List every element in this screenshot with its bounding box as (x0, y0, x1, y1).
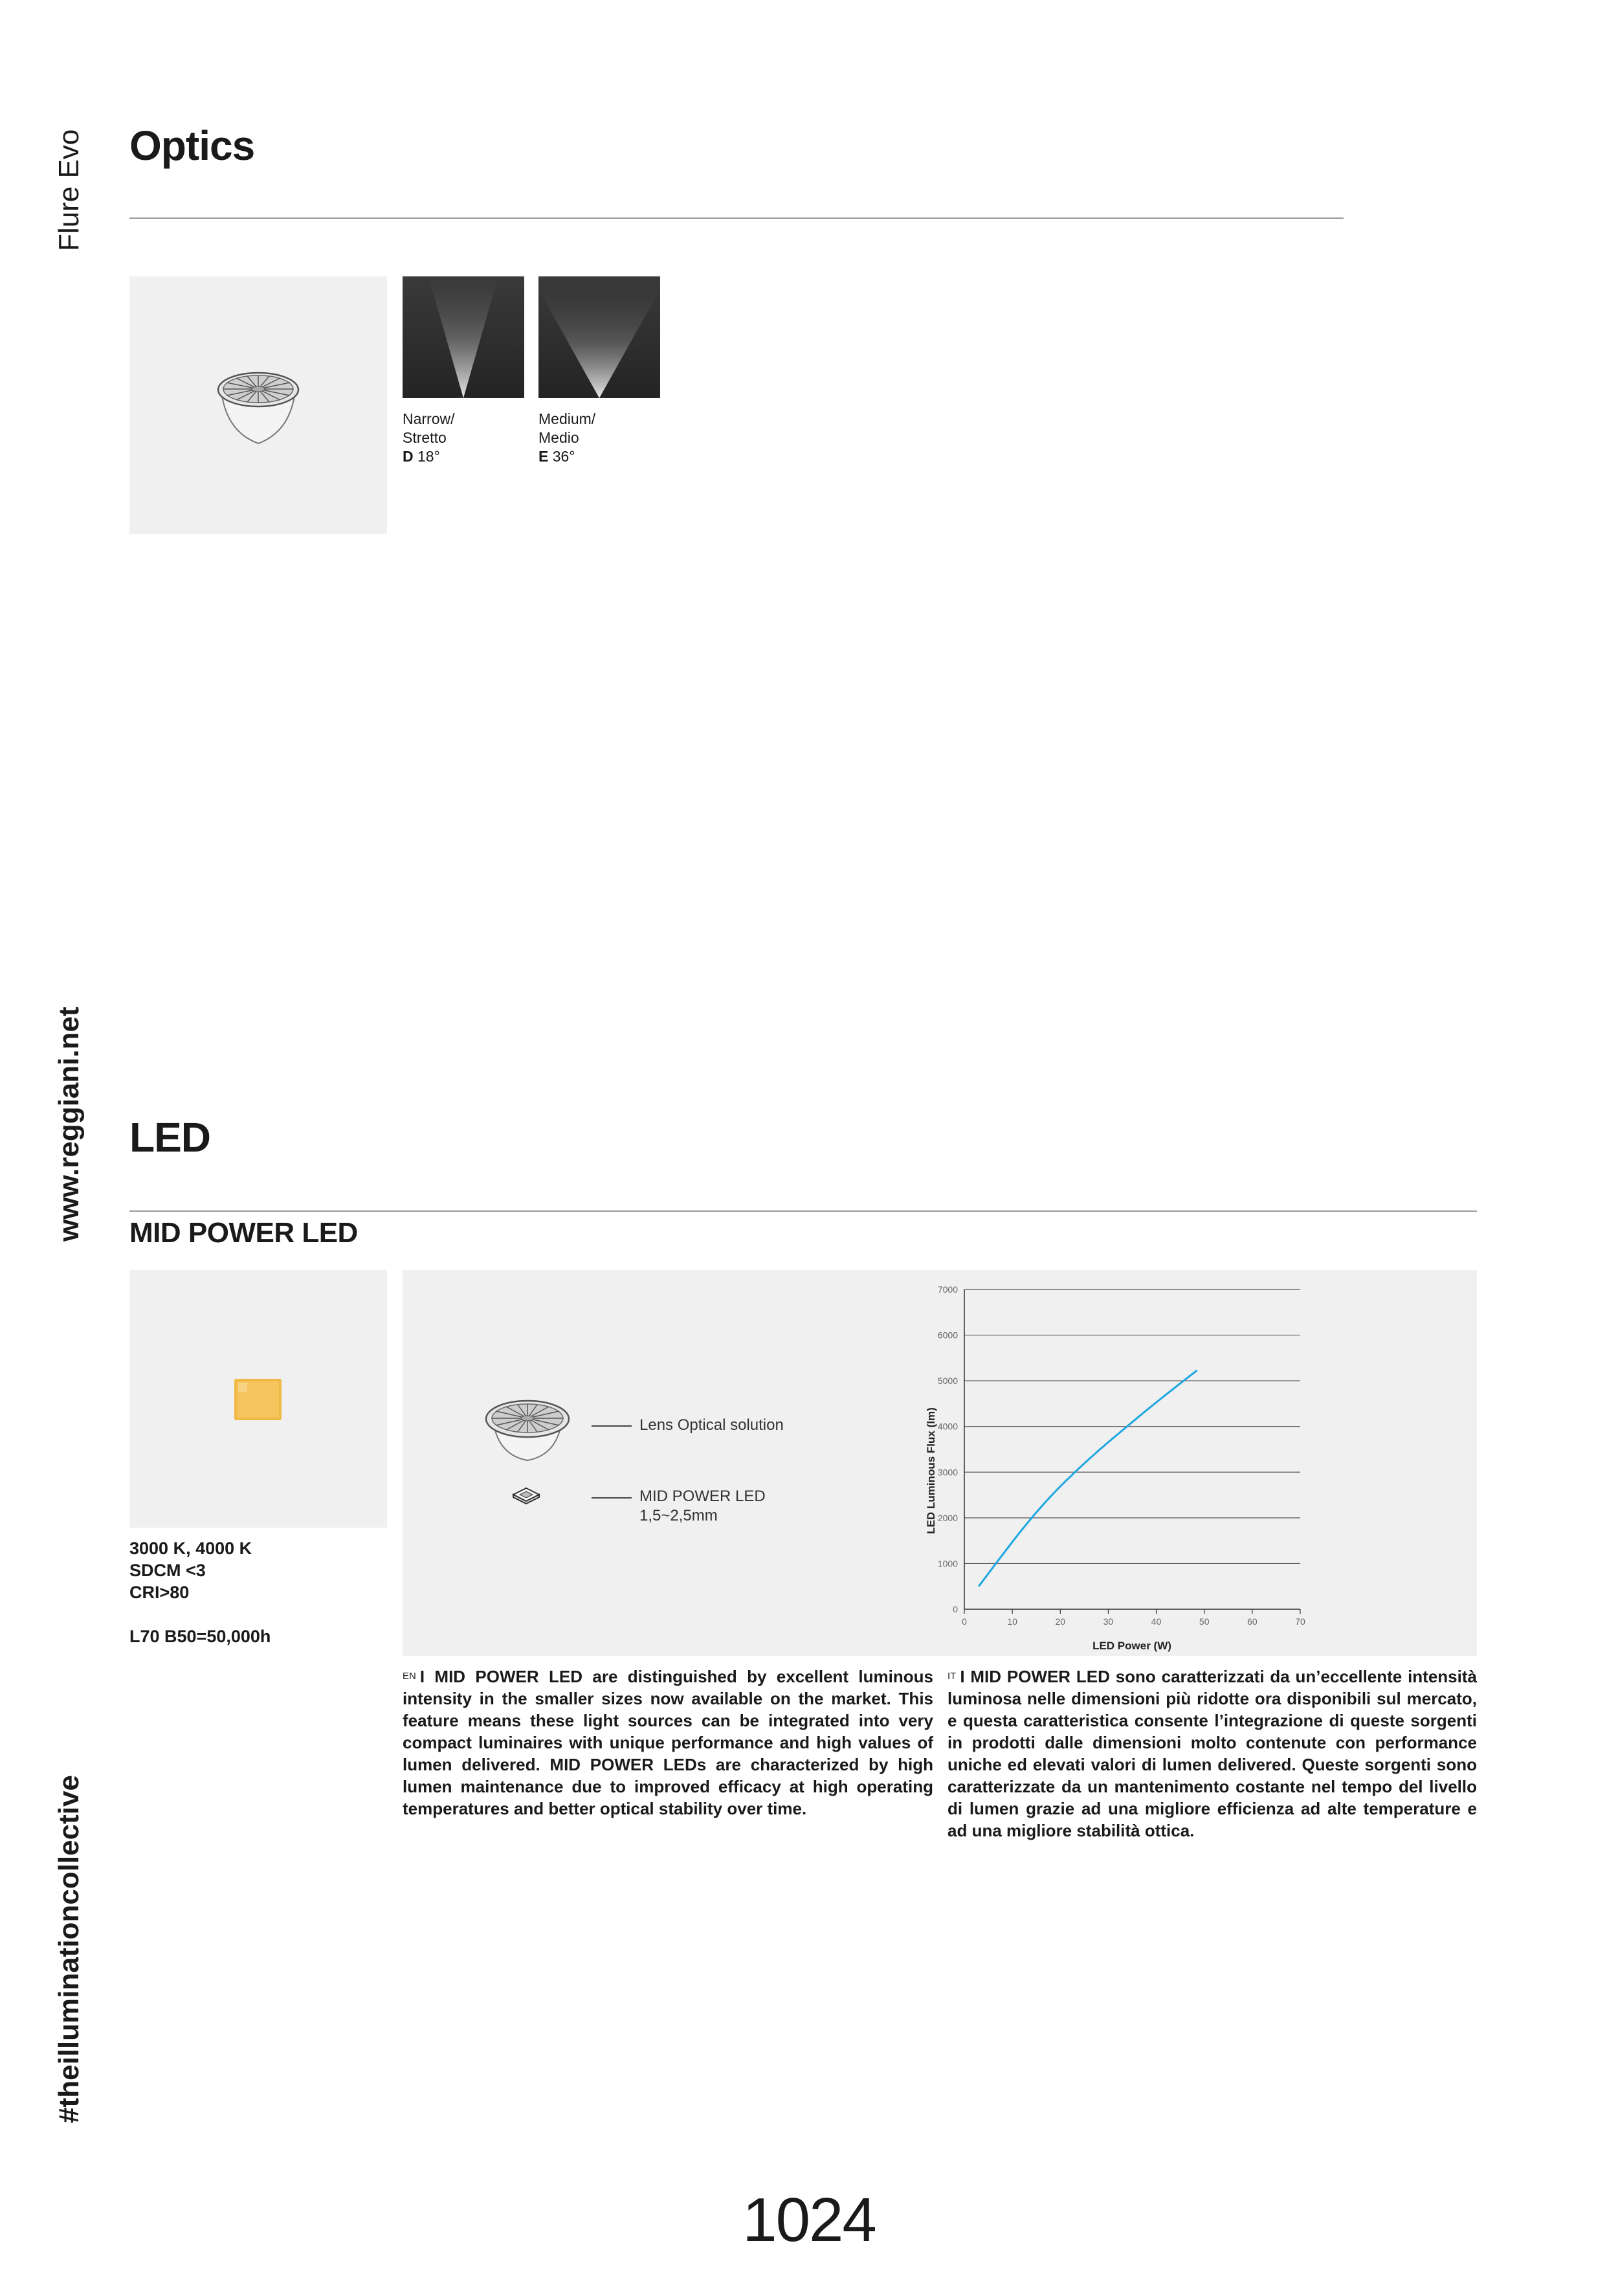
chart-y-tick-label: 3000 (937, 1467, 958, 1478)
chart-series-line (979, 1370, 1197, 1587)
chart-x-tick-label: 0 (962, 1616, 967, 1627)
sidebar-product-name: Flure Evo (53, 129, 85, 251)
beam-photo-medium (538, 276, 660, 398)
spec-color-temp: 3000 K, 4000 K (129, 1539, 252, 1558)
led-detail-panel (403, 1270, 1477, 1656)
beam-label-medium: Medium/ Medio E 36° (538, 410, 596, 465)
led-chip-icon (234, 1379, 282, 1420)
spec-sdcm: SDCM <3 (129, 1561, 206, 1580)
led-subtitle: MID POWER LED (129, 1217, 358, 1249)
led-chip-small-icon (511, 1486, 541, 1506)
lens-reflector-icon (129, 276, 387, 534)
led-specs (129, 1537, 271, 1647)
chart-y-tick-label: 7000 (937, 1284, 958, 1295)
chart-y-tick-label: 1000 (937, 1558, 958, 1569)
chart-y-axis-label: LED Luminous Flux (lm) (925, 1407, 937, 1534)
legend-line-lens (592, 1425, 632, 1427)
sidebar-hashtag: #theilluminationcollective (53, 1775, 85, 2123)
sidebar-website[interactable]: www.reggiani.net (53, 1007, 85, 1242)
chart-x-tick-label: 70 (1295, 1616, 1305, 1627)
luminous-flux-chart (901, 1270, 1432, 1656)
legend-lens-label: Lens Optical solution (639, 1416, 784, 1434)
led-description-it: $^{IT}$ I MID POWER LED sono caratterizzati da un’eccellente intensità luminosa nelle dimensioni più ridotte ora disponibili sul mercato, e questa caratteristica consente l’integrazione di queste sorgenti in prodotti dalle dimensioni molto contenute con performance uniche ed elevati valori di lumen delivered. Queste sorgenti sono caratterizzate da un mantenimento costante nel tempo del livello di lumen grazie ad una migliore efficienza ad alte temperature e ad una migliore stabilità ottica. (948, 1667, 1477, 1840)
chart-x-tick-label: 60 (1247, 1616, 1258, 1627)
chart-x-tick-label: 20 (1055, 1616, 1066, 1627)
chart-y-tick-label: 2000 (937, 1512, 958, 1523)
led-title: LED (129, 1114, 210, 1161)
beam-photo-narrow (403, 276, 524, 398)
legend-led-label: MID POWER LED 1,5~2,5mm (639, 1488, 766, 1524)
chart-x-tick-label: 30 (1103, 1616, 1114, 1627)
chart-x-axis-label: LED Power (W) (1092, 1640, 1171, 1652)
chart-y-tick-label: 5000 (937, 1376, 958, 1387)
chart-y-tick-label: 4000 (937, 1421, 958, 1432)
led-chip-panel (129, 1270, 387, 1528)
spec-cri: CRI>80 (129, 1583, 190, 1602)
led-description-en: $^{EN}$ I MID POWER LED are distinguished by excellent luminous intensity in the smaller sizes now available on the market. This feature means these light sources can be integrated into very compact luminaires with unique performance and high values of lumen delivered. MID POWER LEDs are characterized by high lumen maintenance due to improved efficacy at high operating temperatures and better optical stability over time. (403, 1667, 933, 1818)
lens-optic-icon (479, 1393, 576, 1464)
chart-x-tick-label: 50 (1199, 1616, 1210, 1627)
legend-line-led (592, 1497, 632, 1499)
chart-x-tick-label: 10 (1007, 1616, 1017, 1627)
optics-product-panel (129, 276, 387, 534)
chart-x-tick-label: 40 (1151, 1616, 1162, 1627)
optics-divider (129, 217, 1344, 219)
beam-label-narrow: Narrow/ Stretto D 18° (403, 410, 455, 465)
chart-y-tick-label: 0 (953, 1604, 958, 1614)
led-divider (129, 1210, 1477, 1212)
page-number: 1024 (742, 2185, 876, 2255)
spec-lifetime: L70 B50=50,000h (129, 1627, 271, 1646)
chart-y-tick-label: 6000 (937, 1330, 958, 1341)
optics-title: Optics (129, 122, 255, 169)
